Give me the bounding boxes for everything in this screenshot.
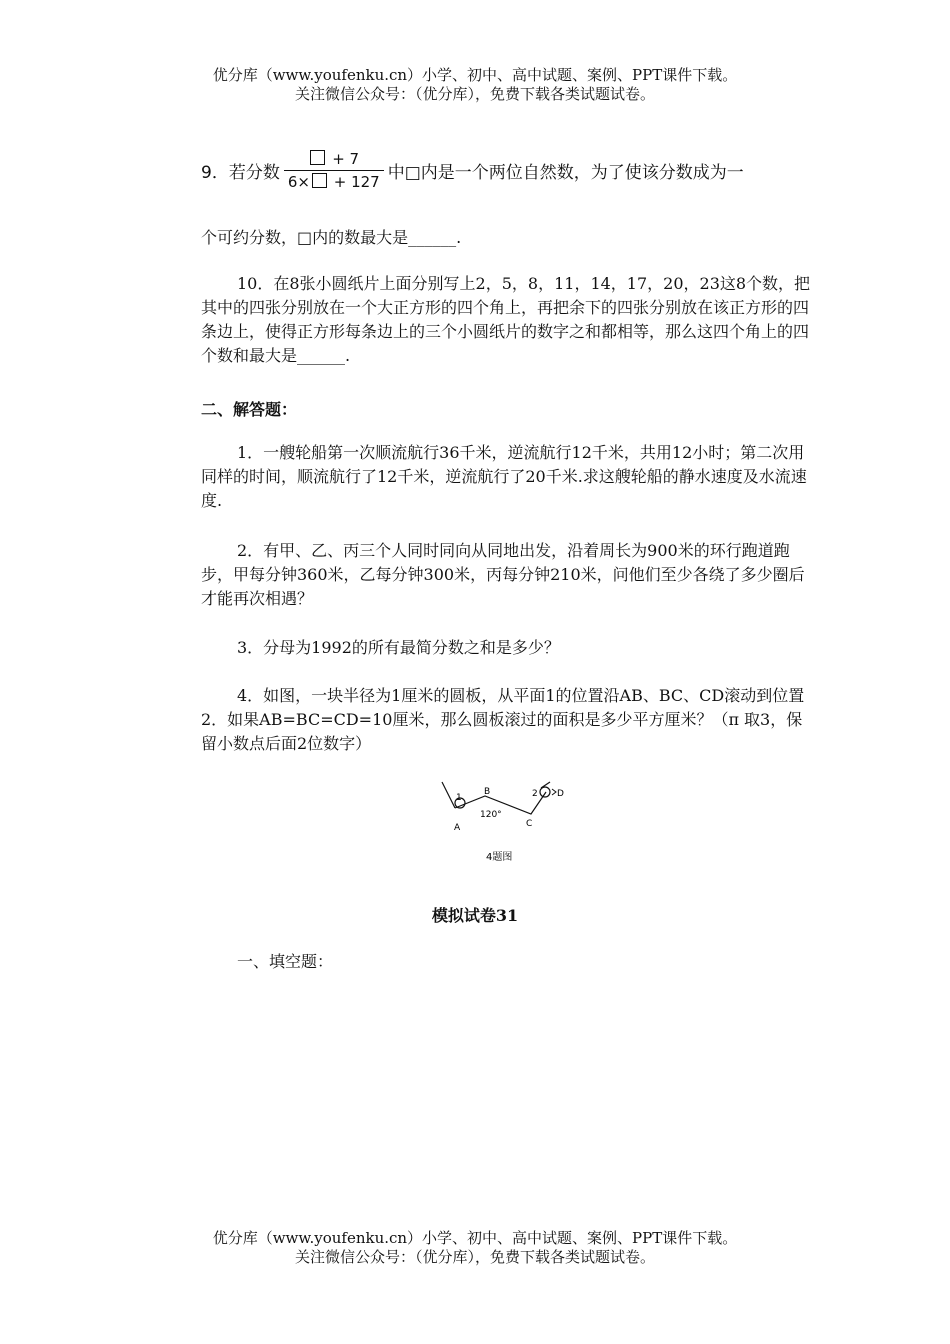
point-d-marker xyxy=(552,789,556,795)
footer-line-2: 关注微信公众号：（优分库），免费下载各类试题试卷。 xyxy=(294,1248,655,1266)
page-header xyxy=(0,66,950,104)
rolling-disc-figure xyxy=(436,780,586,868)
section-2-title: 二、解答题： xyxy=(201,400,298,419)
problem-3: 3．分母为1992的所有最简分数之和是多少？ xyxy=(237,638,560,657)
problem-2: 2．有甲、乙、丙三个人同时同向从同地出发，沿着周长为900米的环行跑道跑步，甲每分钟360米，乙每分钟300米，丙每分钟210米，问他们至少各绕了多少圈后才能再次相遇？ xyxy=(201,541,805,608)
footer-line-1: 优分库（www.youfenku.cn）小学、初中、高中试题、案例、PPT课件下载。 xyxy=(212,1229,738,1247)
q9-denominator xyxy=(284,170,384,191)
section-1-title: 一、填空题： xyxy=(237,952,334,971)
q9-fraction xyxy=(284,150,384,191)
exam-title: 模拟试卷31 xyxy=(431,906,519,925)
q9-prefix: 9．若分数 xyxy=(201,163,280,183)
label-d: D xyxy=(557,789,564,799)
question-9 xyxy=(201,150,811,191)
blank-box-icon xyxy=(312,173,327,188)
blank-box-icon xyxy=(310,150,325,165)
label-c: C xyxy=(526,819,533,829)
label-2: 2 xyxy=(532,789,538,799)
figure-caption: 4题图 xyxy=(486,852,513,863)
question-10: 10．在8张小圆纸片上面分别写上2，5，8，11，14，17，20，23这8个数，把其中的四张分别放在一个大正方形的四个角上，再把余下的四张分别放在该正方形的四条边上，使得正方形每条边上的三个小圆纸片的数字之和都相等，那么这四个角上的四个数和最大是______. xyxy=(201,274,811,365)
problem-4: 4．如图，一块半径为1厘米的圆板，从平面1的位置沿AB、BC、CD滚动到位置2．如果AB=BC=CD=10厘米，那么圆板滚过的面积是多少平方厘米？（π 取3，保留小数点后面2位数字） xyxy=(201,686,805,753)
header-line-2: 关注微信公众号：（优分库），免费下载各类试题试卷。 xyxy=(294,85,655,103)
plane-1-line xyxy=(442,782,455,808)
q9-after-fraction: 中□内是一个两位自然数，为了使该分数成为一 xyxy=(387,163,744,183)
q9-numerator-suffix: + 7 xyxy=(332,150,360,168)
label-a: A xyxy=(454,823,461,833)
disc-position-2-icon xyxy=(540,787,550,797)
header-line-1: 优分库（www.youfenku.cn）小学、初中、高中试题、案例、PPT课件下载。 xyxy=(212,66,738,84)
page-footer xyxy=(0,1229,950,1267)
q9-numerator xyxy=(304,150,363,170)
q9-denominator-prefix: 6× xyxy=(287,173,310,191)
angle-label: 120° xyxy=(480,810,502,820)
label-b: B xyxy=(484,787,491,797)
label-1: 1 xyxy=(456,793,462,803)
q9-line-2: 个可约分数，□内的数最大是______. xyxy=(201,228,462,247)
problem-1: 1．一艘轮船第一次顺流航行36千米，逆流航行12千米，共用12小时；第二次用同样的时间，顺流航行了12千米，逆流航行了20千米.求这艘轮船的静水速度及水流速度. xyxy=(201,443,807,510)
q9-denominator-suffix: + 127 xyxy=(333,173,380,191)
